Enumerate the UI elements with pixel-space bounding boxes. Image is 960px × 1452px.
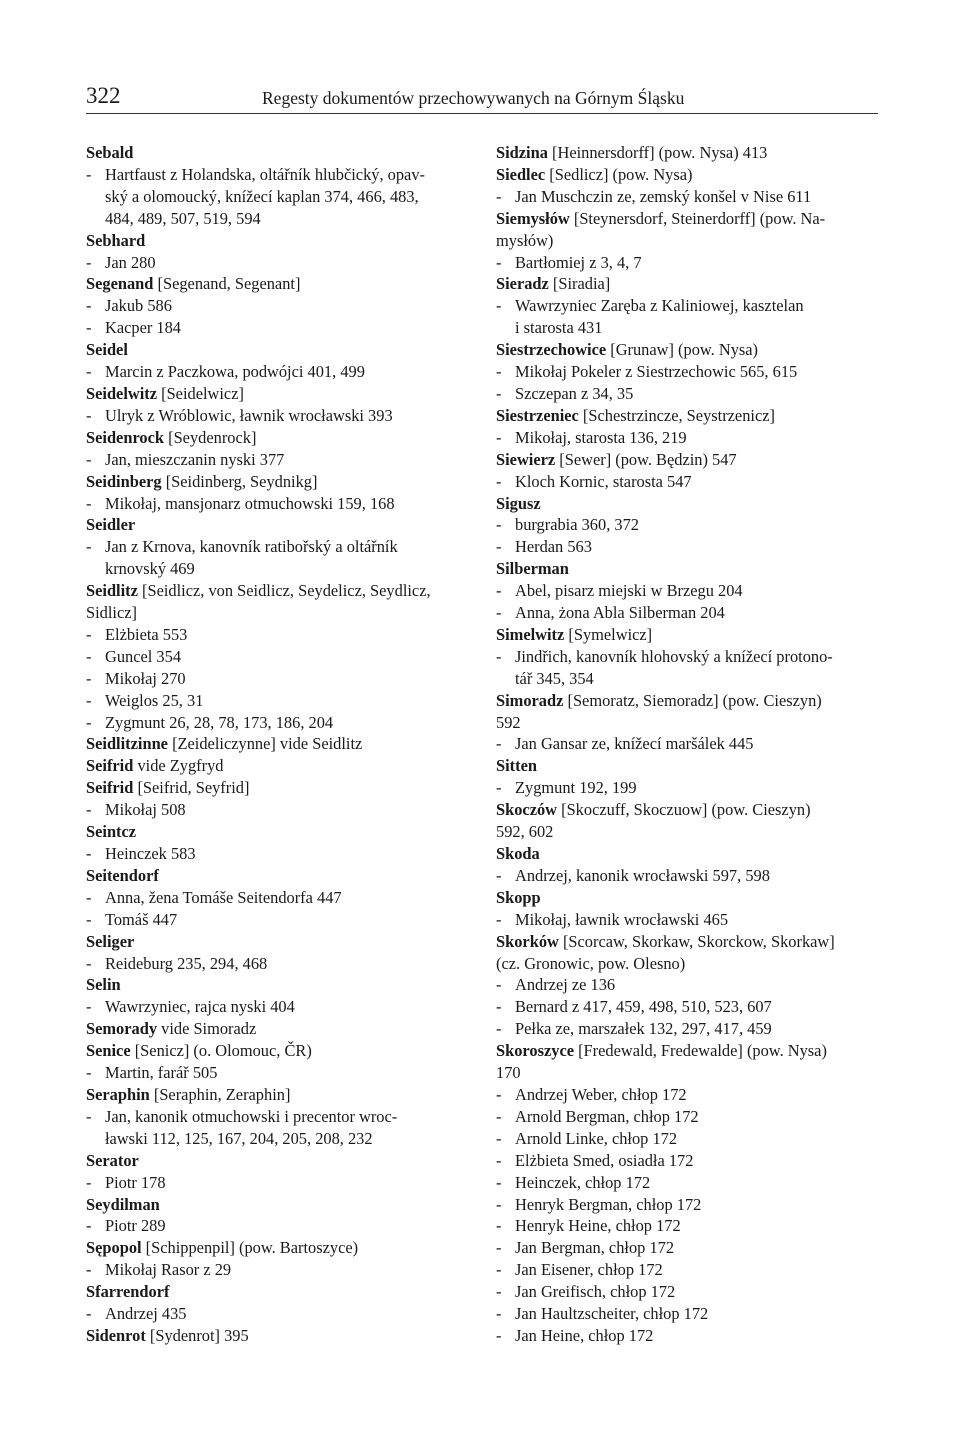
- entry-details: [Heinnersdorff] (pow. Nysa) 413: [547, 143, 768, 162]
- entry-heading: [86, 755, 474, 777]
- entry-details: [Seifrid, Seyfrid]: [133, 778, 250, 798]
- entry-heading: [496, 843, 876, 865]
- entry-heading: [86, 339, 474, 361]
- entry-heading: [86, 1150, 474, 1172]
- entry-subitem: - Szczepan z 34, 35: [496, 383, 876, 405]
- index-entry: [86, 1325, 474, 1347]
- entry-headword: Siemysłów: [496, 208, 570, 228]
- entry-subitem: - Reideburg 235, 294, 468: [86, 953, 474, 975]
- index-entry: [86, 1281, 474, 1325]
- entry-headword: Sitten: [496, 756, 537, 776]
- entry-details: [Scorcaw, Skorkaw, Skorckow, Skorkaw] (cz. Gronowic, pow. Olesno): [496, 931, 835, 973]
- entry-headword: Skopp: [496, 887, 541, 907]
- entry-heading: [86, 1084, 474, 1106]
- entry-details: vide Zygfryd: [133, 756, 224, 776]
- index-entry: [496, 208, 876, 274]
- entry-subitem: - Pełka ze, marszałek 132, 297, 417, 459: [496, 1018, 876, 1040]
- entry-headword: Seitendorf: [86, 865, 159, 885]
- entry-heading: [86, 383, 474, 405]
- entry-details: [Siradia]: [548, 274, 611, 294]
- entry-details: [Symelwicz]: [564, 624, 653, 644]
- entry-heading: [496, 558, 876, 580]
- index-entry: [86, 733, 474, 755]
- entry-subitem: - Mikołaj, starosta 136, 219: [496, 427, 876, 449]
- entry-subitem: - Henryk Bergman, chłop 172: [496, 1194, 876, 1216]
- entry-subitem: - Martin, farář 505: [86, 1062, 474, 1084]
- entry-headword: Skoczów: [496, 800, 558, 820]
- entry-details: [Schestrzincze, Seystrzenicz]: [578, 405, 775, 425]
- entry-subitem: - Ulryk z Wróblowic, ławnik wrocławski 393: [86, 405, 474, 427]
- index-entry: [496, 1040, 876, 1347]
- entry-subitem: - Kacper 184: [86, 317, 474, 339]
- entry-subitem: - Andrzej Weber, chłop 172: [496, 1084, 876, 1106]
- entry-subitem: - Anna, žena Tomáše Seitendorfa 447: [86, 887, 474, 909]
- entry-heading: [496, 405, 876, 427]
- entry-heading: [496, 142, 876, 164]
- index-entry: [86, 142, 474, 230]
- entry-details: [Seraphin, Zeraphin]: [149, 1084, 291, 1104]
- entry-subitem: - burgrabia 360, 372: [496, 514, 876, 536]
- entry-headword: Seintcz: [86, 822, 137, 842]
- entry-subitem: - Bartłomiej z 3, 4, 7: [496, 252, 876, 274]
- entry-details: [Steynersdorf, Steinerdorff] (pow. Na- mysłów): [496, 208, 826, 250]
- entry-details: [Seidelwicz]: [157, 383, 244, 403]
- entry-heading: [496, 1040, 876, 1084]
- index-entry: [496, 405, 876, 449]
- index-entry: [86, 1040, 474, 1084]
- index-entry: [86, 1194, 474, 1238]
- index-entry: [496, 449, 876, 493]
- index-entry: [496, 755, 876, 799]
- entry-headword: Sigusz: [496, 493, 541, 513]
- entry-subitem: - Herdan 563: [496, 536, 876, 558]
- entry-headword: Seliger: [86, 931, 135, 951]
- entry-heading: [86, 142, 474, 164]
- entry-subitem: - Jan, mieszczanin nyski 377: [86, 449, 474, 471]
- entry-headword: Seidler: [86, 515, 136, 535]
- index-entry: [86, 1084, 474, 1150]
- entry-heading: [86, 865, 474, 887]
- index-entry: [86, 865, 474, 931]
- entry-subitem: - Mikołaj, ławnik wrocławski 465: [496, 909, 876, 931]
- entry-heading: [86, 1018, 474, 1040]
- entry-subitem: - Jan z Krnova, kanovník ratibořský a oltářník krnovský 469: [86, 536, 474, 580]
- entry-subitem: - Mikołaj 508: [86, 799, 474, 821]
- index-entry: [496, 931, 876, 1041]
- entry-subitem: - Mikołaj 270: [86, 668, 474, 690]
- entry-subitem: - Jan 280: [86, 252, 474, 274]
- entry-headword: Serator: [86, 1150, 139, 1170]
- entry-headword: Simelwitz: [496, 624, 565, 644]
- entry-heading: [86, 777, 474, 799]
- index-entry: [496, 799, 876, 843]
- entry-headword: Skoroszyce: [496, 1041, 574, 1061]
- entry-heading: [496, 624, 876, 646]
- index-entry: [86, 974, 474, 1018]
- entry-heading: [496, 164, 876, 186]
- entry-subitem: - Anna, żona Abla Silberman 204: [496, 602, 876, 624]
- entry-headword: Seifrid: [86, 756, 134, 776]
- entry-details: [Sedlicz] (pow. Nysa): [545, 164, 693, 184]
- entry-details: [Fredewald, Fredewalde] (pow. Nysa) 170: [496, 1041, 827, 1083]
- index-entry: [86, 755, 474, 777]
- entry-subitem: - Tomáš 447: [86, 909, 474, 931]
- entry-details: [Schippenpil] (pow. Bartoszyce): [141, 1238, 359, 1258]
- entry-headword: Seifrid: [86, 778, 134, 798]
- entry-heading: [86, 821, 474, 843]
- index-entry: [86, 427, 474, 471]
- index-entry: [496, 493, 876, 559]
- entry-subitem: - Piotr 178: [86, 1172, 474, 1194]
- entry-subitem: - Jan Eisener, chłop 172: [496, 1259, 876, 1281]
- entry-heading: [496, 339, 876, 361]
- entry-subitem: - Zygmunt 26, 28, 78, 173, 186, 204: [86, 712, 474, 734]
- entry-headword: Silberman: [496, 559, 569, 579]
- entry-details: [Segenand, Segenant]: [153, 274, 301, 294]
- entry-headword: Sidenrot: [86, 1325, 146, 1345]
- entry-headword: Siedlec: [496, 164, 546, 184]
- index-entry: [86, 230, 474, 274]
- entry-heading: [86, 230, 474, 252]
- entry-heading: [86, 1325, 474, 1347]
- entry-subitem: - Mikołaj Pokeler z Siestrzechowic 565, 615: [496, 361, 876, 383]
- entry-heading: [496, 887, 876, 909]
- entry-subitem: - Jan Greifisch, chłop 172: [496, 1281, 876, 1303]
- entry-heading: [496, 755, 876, 777]
- entry-headword: Seidel: [86, 340, 128, 360]
- entry-headword: Siestrzechowice: [496, 340, 607, 360]
- page-header: [86, 82, 876, 116]
- entry-heading: [86, 931, 474, 953]
- index-entry: [86, 273, 474, 339]
- entry-subitem: - Henryk Heine, chłop 172: [496, 1215, 876, 1237]
- entry-heading: [86, 273, 474, 295]
- index-entry: [86, 339, 474, 383]
- page-number: 322: [86, 83, 121, 108]
- index-entry: [86, 1150, 474, 1194]
- index-entry: [496, 339, 876, 405]
- index-entry: [496, 624, 876, 690]
- entry-subitem: - Andrzej ze 136: [496, 974, 876, 996]
- entry-details: [Grunaw] (pow. Nysa): [606, 340, 759, 360]
- entry-headword: Sfarrendorf: [86, 1282, 170, 1302]
- entry-headword: Seidlitz: [86, 581, 138, 601]
- entry-headword: Semorady: [86, 1019, 158, 1039]
- index-entry: [86, 821, 474, 865]
- entry-heading: [496, 799, 876, 843]
- entry-subitem: - Mikołaj Rasor z 29: [86, 1259, 474, 1281]
- entry-heading: [496, 931, 876, 975]
- index-entry: [496, 558, 876, 624]
- entry-details: [Seidinberg, Seydnikg]: [161, 471, 318, 491]
- entry-subitem: - Mikołaj, mansjonarz otmuchowski 159, 168: [86, 493, 474, 515]
- index-entry: [86, 777, 474, 821]
- entry-heading: [86, 1040, 474, 1062]
- entry-subitem: - Jakub 586: [86, 295, 474, 317]
- entry-subitem: - Heinczek 583: [86, 843, 474, 865]
- entry-headword: Seydilman: [86, 1194, 160, 1214]
- entry-headword: Seidlitzinne: [86, 734, 168, 754]
- entry-subitem: - Jan Gansar ze, knížecí maršálek 445: [496, 733, 876, 755]
- entry-subitem: - Heinczek, chłop 172: [496, 1172, 876, 1194]
- index-entry: [496, 142, 876, 164]
- entry-details: [Sewer] (pow. Będzin) 547: [555, 449, 737, 469]
- entry-subitem: - Jindřich, kanovník hlohovský a knížecí protono- tář 345, 354: [496, 646, 876, 690]
- entry-headword: Sępopol: [86, 1238, 142, 1258]
- entry-headword: Seidenrock: [86, 427, 165, 447]
- index-entry: [86, 471, 474, 515]
- entry-subitem: - Arnold Bergman, chłop 172: [496, 1106, 876, 1128]
- entry-subitem: - Elżbieta Smed, osiadła 172: [496, 1150, 876, 1172]
- entry-subitem: - Jan Muschczin ze, zemský konšel v Nise 611: [496, 186, 876, 208]
- entry-heading: [86, 427, 474, 449]
- index-entry: [86, 383, 474, 427]
- entry-details: vide Simoradz: [157, 1019, 257, 1039]
- header-rule: [86, 113, 878, 114]
- entry-heading: [86, 514, 474, 536]
- entry-headword: Sebald: [86, 143, 134, 162]
- entry-subitem: - Arnold Linke, chłop 172: [496, 1128, 876, 1150]
- entry-subitem: - Wawrzyniec, rajca nyski 404: [86, 996, 474, 1018]
- entry-subitem: - Andrzej 435: [86, 1303, 474, 1325]
- entry-subitem: - Weiglos 25, 31: [86, 690, 474, 712]
- entry-subitem: - Jan Heine, chłop 172: [496, 1325, 876, 1347]
- entry-details: [Seydenrock]: [164, 427, 257, 447]
- entry-subitem: - Wawrzyniec Zaręba z Kaliniowej, kasztelan i starosta 431: [496, 295, 876, 339]
- entry-subitem: - Abel, pisarz miejski w Brzegu 204: [496, 580, 876, 602]
- index-entry: [496, 273, 876, 339]
- entry-subitem: - Guncel 354: [86, 646, 474, 668]
- entry-heading: [86, 580, 474, 624]
- entry-heading: [86, 1237, 474, 1259]
- entry-heading: [496, 690, 876, 734]
- entry-details: [Senicz] (o. Olomouc, ČR): [130, 1041, 312, 1061]
- entry-details: [Zeideliczynne] vide Seidlitz: [167, 734, 363, 754]
- entry-subitem: - Marcin z Paczkowa, podwójci 401, 499: [86, 361, 474, 383]
- entry-heading: [86, 974, 474, 996]
- entry-subitem: - Kloch Kornic, starosta 547: [496, 471, 876, 493]
- entry-details: [Sydenrot] 395: [145, 1325, 249, 1345]
- entry-heading: [496, 273, 876, 295]
- entry-headword: Sidzina: [496, 143, 548, 162]
- entry-details: [Seidlicz, von Seidlicz, Seydelicz, Seydlicz, Sidlicz]: [86, 581, 431, 623]
- entry-headword: Siestrzeniec: [496, 405, 579, 425]
- entry-headword: Segenand: [86, 274, 154, 294]
- entry-subitem: - Jan Haultzscheiter, chłop 172: [496, 1303, 876, 1325]
- entry-headword: Siewierz: [496, 449, 556, 469]
- entry-headword: Selin: [86, 975, 121, 995]
- entry-subitem: - Bernard z 417, 459, 498, 510, 523, 607: [496, 996, 876, 1018]
- index-entry: [86, 1018, 474, 1040]
- entry-headword: Seidinberg: [86, 471, 162, 491]
- entry-details: [Skoczuff, Skoczuow] (pow. Cieszyn) 592, 602: [496, 800, 811, 842]
- index-entry: [496, 887, 876, 931]
- index-entry: [496, 164, 876, 208]
- entry-heading: [86, 1194, 474, 1216]
- entry-headword: Skoda: [496, 844, 540, 863]
- index-entry: [86, 580, 474, 733]
- entry-details: [Semoratz, Siemoradz] (pow. Cieszyn) 592: [496, 690, 822, 732]
- running-title: Regesty dokumentów przechowywanych na Górnym Śląsku: [262, 88, 685, 108]
- index-entry: [86, 931, 474, 975]
- entry-heading: [86, 733, 474, 755]
- index-column-right: [496, 142, 876, 1347]
- entry-subitem: - Piotr 289: [86, 1215, 474, 1237]
- entry-headword: Skorków: [496, 931, 559, 951]
- entry-headword: Seidelwitz: [86, 383, 158, 403]
- entry-subitem: - Hartfaust z Holandska, oltářník hlubčický, opav- ský a olomoucký, knížecí kaplan 374, 466, 483, 484, 489, 507, 519, 594: [86, 164, 474, 230]
- entry-headword: Sebhard: [86, 230, 146, 250]
- entry-subitem: - Jan Bergman, chłop 172: [496, 1237, 876, 1259]
- entry-subitem: - Elżbieta 553: [86, 624, 474, 646]
- entry-heading: [496, 208, 876, 252]
- entry-subitem: - Jan, kanonik otmuchowski i precentor wroc- ławski 112, 125, 167, 204, 205, 208, 232: [86, 1106, 474, 1150]
- entry-subitem: - Zygmunt 192, 199: [496, 777, 876, 799]
- index-entry: [496, 690, 876, 756]
- entry-heading: [496, 493, 876, 515]
- index-entry: [496, 843, 876, 887]
- entry-headword: Seraphin: [86, 1084, 150, 1104]
- entry-subitem: - Andrzej, kanonik wrocławski 597, 598: [496, 865, 876, 887]
- index-column-left: [86, 142, 474, 1347]
- entry-heading: [86, 471, 474, 493]
- index-entry: [86, 514, 474, 580]
- entry-headword: Senice: [86, 1041, 131, 1061]
- entry-heading: [86, 1281, 474, 1303]
- index-entry: [86, 1237, 474, 1281]
- entry-headword: Simoradz: [496, 690, 564, 710]
- entry-heading: [496, 449, 876, 471]
- entry-headword: Sieradz: [496, 274, 549, 294]
